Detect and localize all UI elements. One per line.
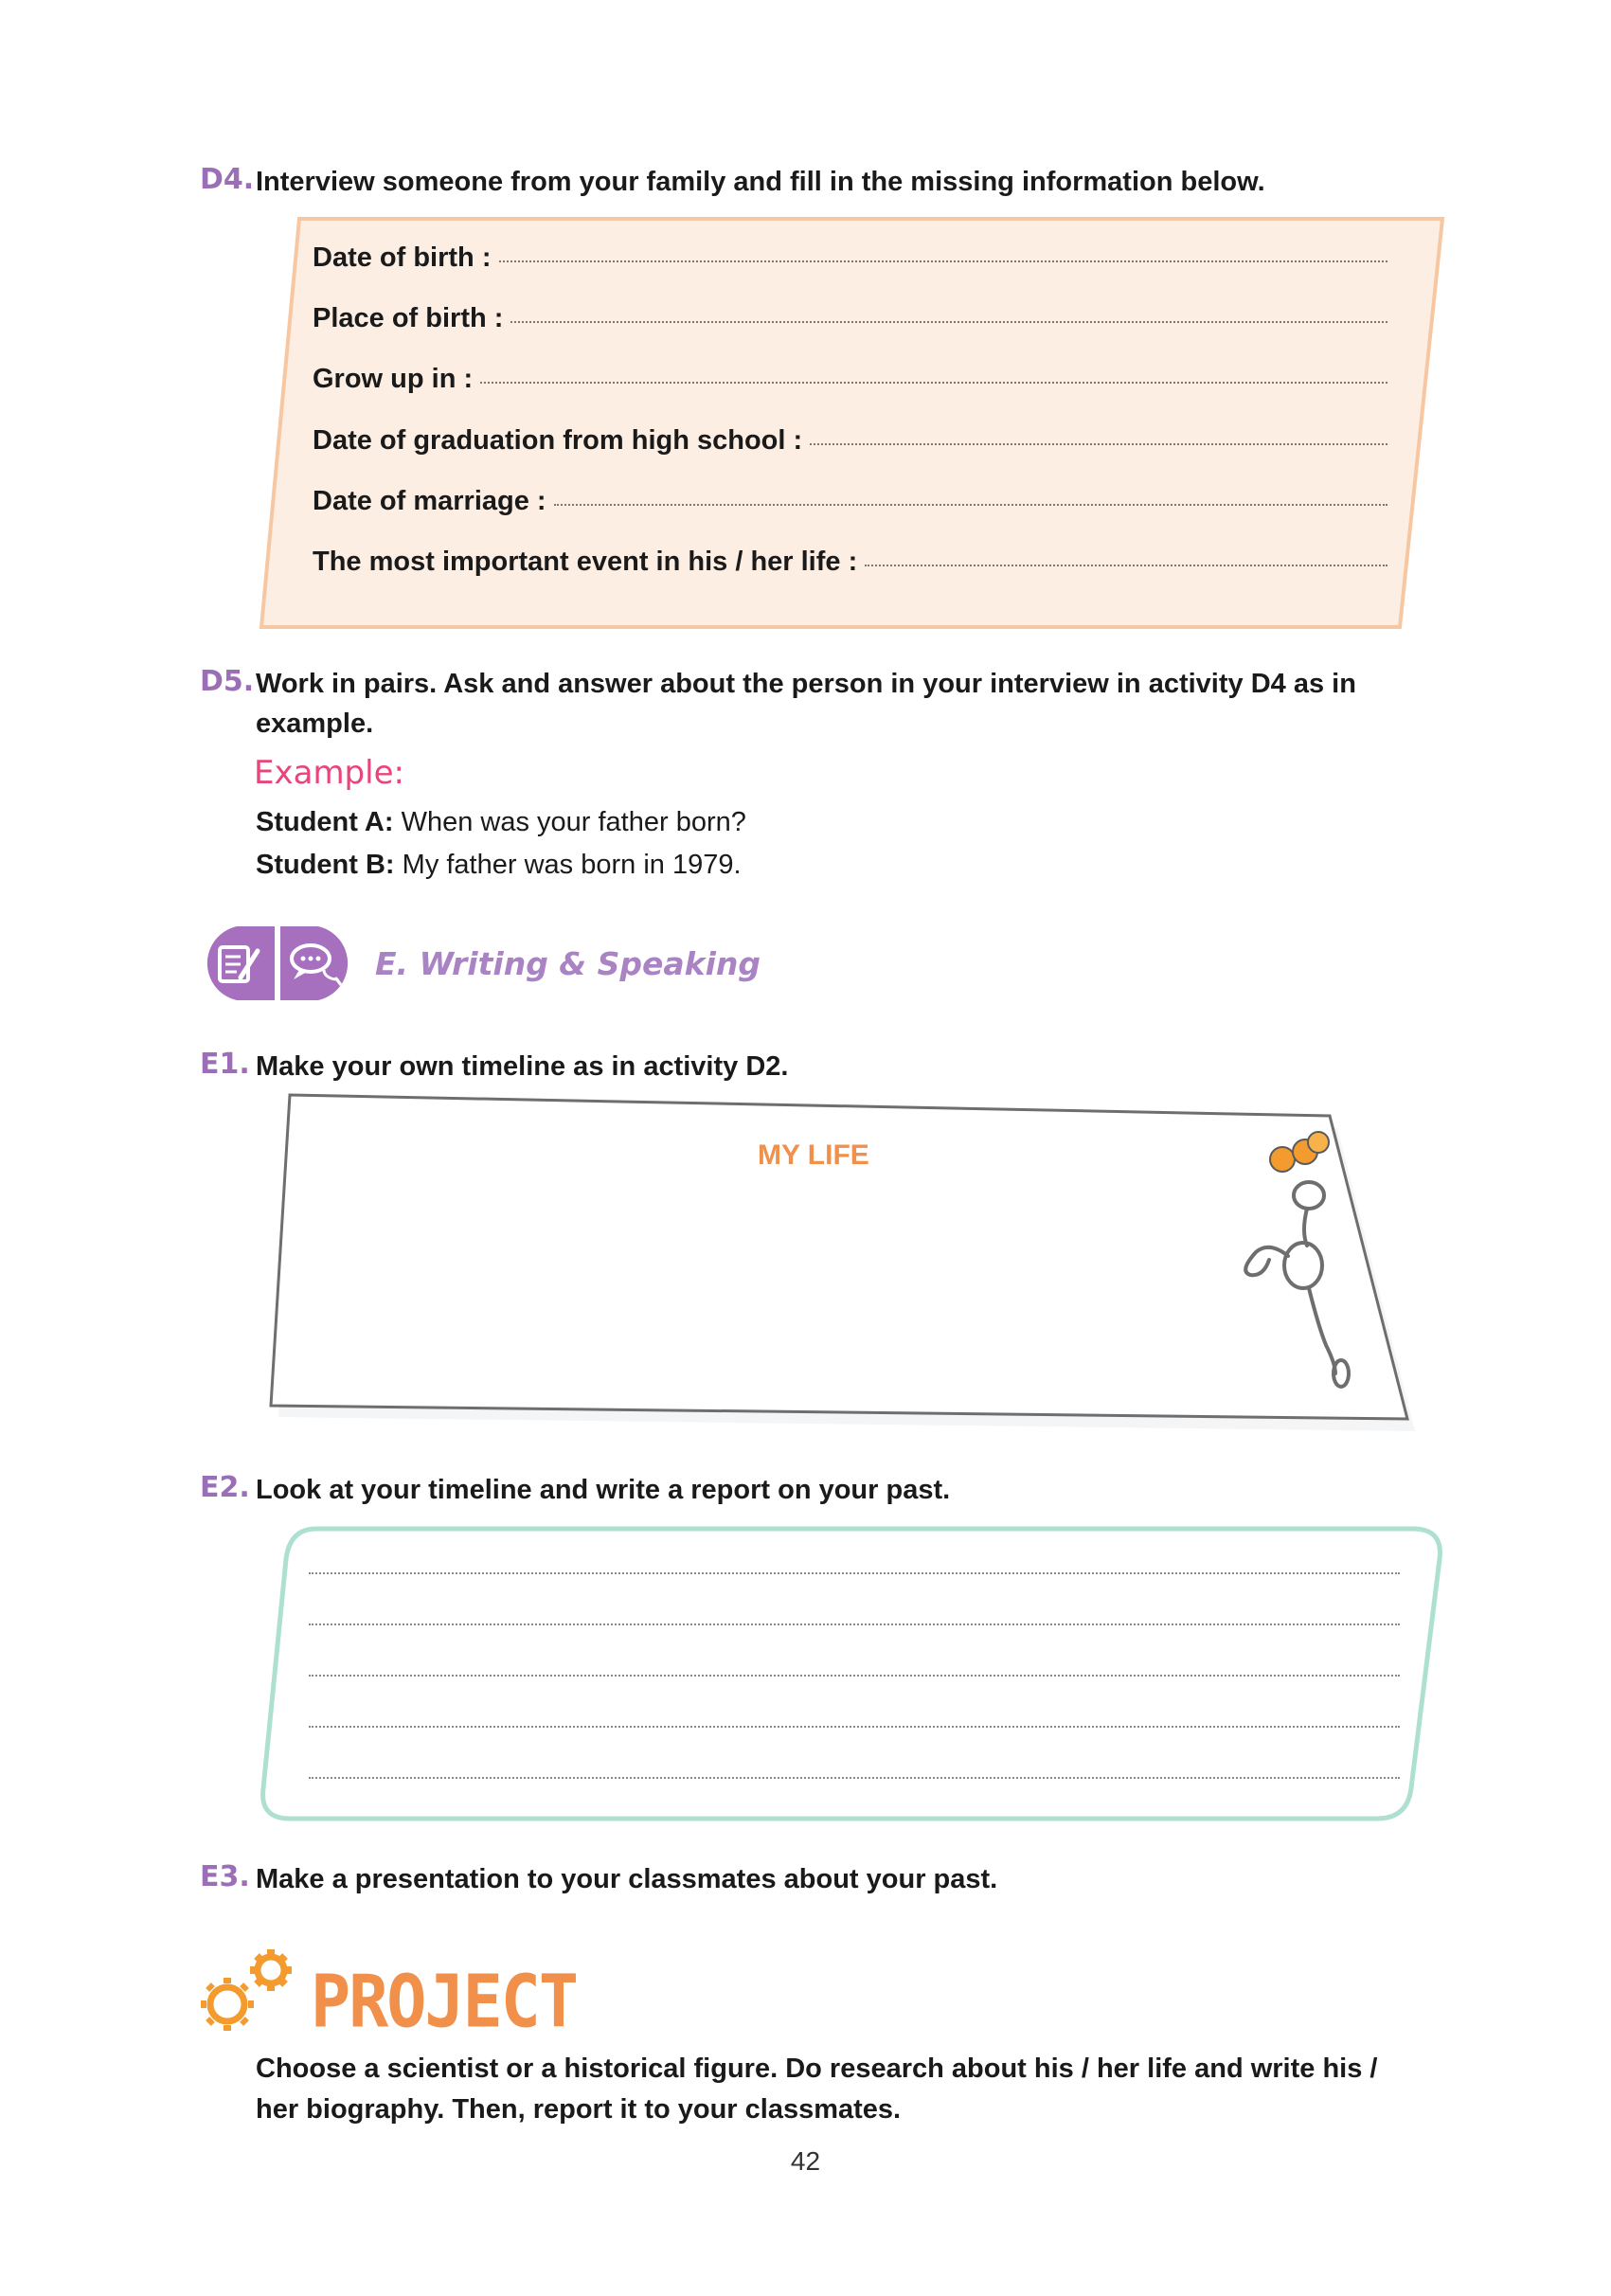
d4-label: D4.: [200, 163, 255, 196]
project-title: PROJECT: [311, 1958, 578, 2045]
example-line-a: [256, 807, 746, 838]
e2-writing-line[interactable]: [309, 1675, 1400, 1677]
d4-form: [313, 242, 1387, 602]
project-text-line1: Choose a scientist or a historical figure. Do research about his / her life and write his /: [256, 2054, 1378, 2084]
e2-writing-line[interactable]: [309, 1623, 1400, 1625]
field-date-of-graduation[interactable]: Date of graduation from high school :: [313, 425, 1387, 457]
e1-instruction: Make your own timeline as in activity D2.: [256, 1051, 789, 1082]
example-text-b: My father was born in 1979.: [402, 850, 742, 880]
section-e-icons: [199, 924, 358, 1002]
section-e-title: E. Writing & Speaking: [375, 945, 761, 982]
e2-label: E2.: [200, 1471, 250, 1504]
gears-icon: [195, 1942, 299, 2036]
my-life-title: MY LIFE: [758, 1139, 869, 1171]
d5-instruction-line1: Work in pairs. Ask and answer about the person in your interview in activity D4 as in: [256, 669, 1356, 699]
speech-bubble-icon: [280, 926, 348, 1000]
e3-label: E3.: [200, 1860, 250, 1893]
writing-icon: [207, 926, 275, 1000]
field-date-of-birth[interactable]: Date of birth :: [313, 242, 1387, 274]
e2-writing-line[interactable]: [309, 1777, 1400, 1779]
example-heading: Example:: [254, 754, 404, 792]
project-text-line2: her biography. Then, report it to your classmates.: [256, 2094, 902, 2125]
e2-writing-line[interactable]: [309, 1726, 1400, 1728]
d4-instruction: Interview someone from your family and fill in the missing information below.: [256, 167, 1265, 197]
e2-writing-line[interactable]: [309, 1572, 1400, 1574]
example-speaker-b: Student B:: [256, 850, 395, 880]
field-date-of-marriage[interactable]: Date of marriage :: [313, 486, 1387, 517]
example-text-a: When was your father born?: [401, 807, 746, 837]
page-number: 42: [790, 2146, 821, 2176]
example-speaker-a: Student A:: [256, 807, 394, 837]
e3-instruction: Make a presentation to your classmates about your past.: [256, 1864, 998, 1894]
example-line-b: [256, 850, 742, 881]
field-most-important-event[interactable]: The most important event in his / her life :: [313, 547, 1387, 578]
e1-label: E1.: [200, 1048, 250, 1081]
field-grow-up-in[interactable]: Grow up in :: [313, 364, 1387, 395]
field-place-of-birth[interactable]: Place of birth :: [313, 303, 1387, 334]
e2-instruction: Look at your timeline and write a report on your past.: [256, 1475, 951, 1505]
d5-instruction-line2: example.: [256, 709, 374, 739]
d5-label: D5.: [200, 665, 255, 698]
